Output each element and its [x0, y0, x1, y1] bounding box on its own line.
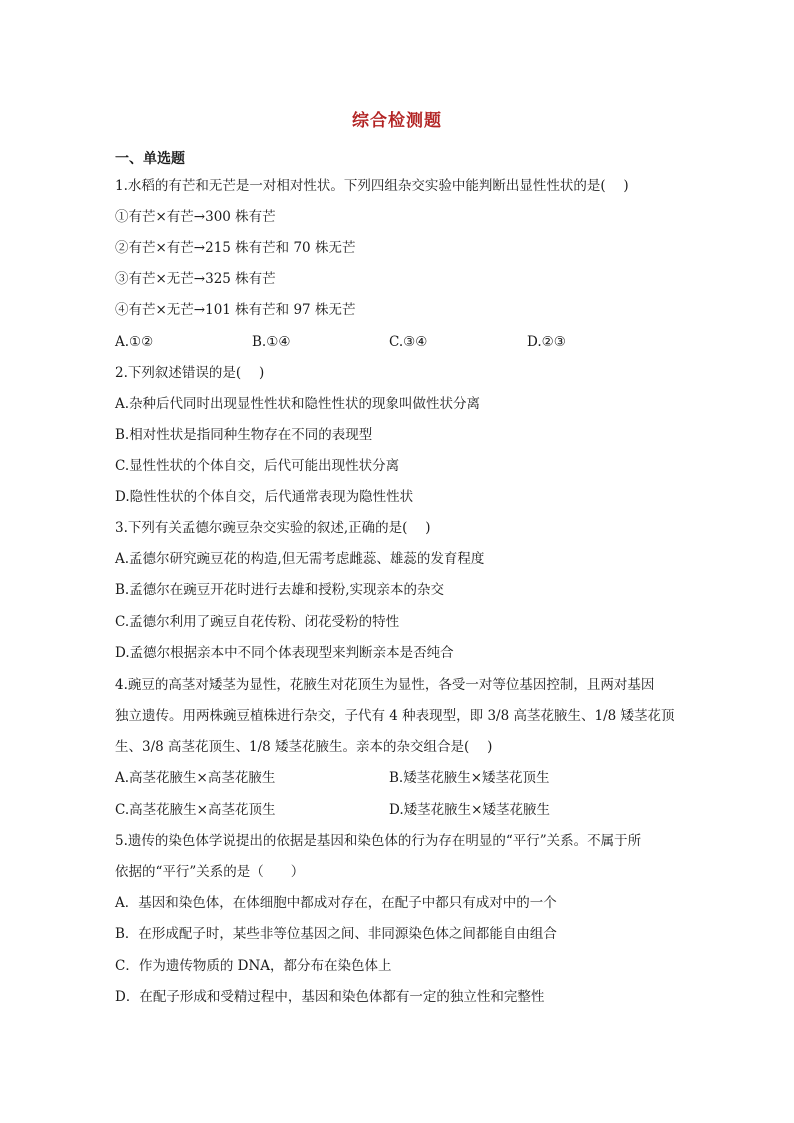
section-heading: 一、单选题 [115, 151, 185, 167]
question-4-option-d: D.矮茎花腋生×矮茎花腋生 [389, 802, 550, 818]
question-2-option-b: B.相对性状是指同种生物存在不同的表现型 [115, 427, 373, 443]
question-5-stem-line-2: 依据的“平行”关系的是（ ） [115, 864, 305, 880]
question-3-option-b: B.孟德尔在豌豆开花时进行去雄和授粉,实现亲本的杂交 [115, 582, 445, 598]
question-3-option-a: A.孟德尔研究豌豆花的构造,但无需考虑雌蕊、雄蕊的发育程度 [115, 551, 485, 567]
question-5-stem-line-1: 5.遗传的染色体学说提出的依据是基因和染色体的行为存在明显的“平行”关系。不属于所 [115, 833, 642, 849]
page-title: 综合检测题 [352, 111, 442, 131]
question-3-stem: 3.下列有关孟德尔豌豆杂交实验的叙述,正确的是( ) [115, 520, 431, 536]
question-1-item-4: ④有芒×无芒→101 株有芒和 97 株无芒 [115, 302, 356, 318]
question-1-option-d: D.②③ [527, 334, 566, 350]
question-4-option-a: A.高茎花腋生×高茎花腋生 [115, 770, 276, 786]
question-1-item-2: ②有芒×有芒→215 株有芒和 70 株无芒 [115, 240, 356, 256]
question-2-option-a: A.杂种后代同时出现显性性状和隐性性状的现象叫做性状分离 [115, 396, 481, 412]
question-1-option-c: C.③④ [389, 334, 428, 350]
question-1-item-1: ①有芒×有芒→300 株有芒 [115, 209, 276, 225]
question-4-option-b: B.矮茎花腋生×矮茎花顶生 [389, 770, 550, 786]
question-5-option-a: A．基因和染色体，在体细胞中都成对存在，在配子中都只有成对中的一个 [115, 895, 557, 911]
question-3-option-c: C.孟德尔利用了豌豆自花传粉、闭花受粉的特性 [115, 614, 400, 630]
question-1-option-a: A.①② [115, 334, 154, 350]
question-2-stem: 2.下列叙述错误的是( ) [115, 365, 265, 381]
question-4-stem-line-2: 独立遗传。用两株豌豆植株进行杂交，子代有 4 种表现型，即 3/8 高茎花腋生、1/8 矮茎花顶 [115, 708, 675, 724]
question-2-option-d: D.隐性性状的个体自交，后代通常表现为隐性性状 [115, 489, 414, 505]
question-4-option-c: C.高茎花腋生×高茎花顶生 [115, 802, 276, 818]
question-1-stem: 1.水稻的有芒和无芒是一对相对性状。下列四组杂交实验中能判断出显性性状的是( ) [115, 178, 629, 194]
question-4-stem-line-1: 4.豌豆的高茎对矮茎为显性，花腋生对花顶生为显性，各受一对等位基因控制，且两对基因 [115, 677, 655, 693]
question-1-option-b: B.①④ [252, 334, 291, 350]
question-2-option-c: C.显性性状的个体自交，后代可能出现性状分离 [115, 458, 400, 474]
question-5-option-b: B．在形成配子时，某些非等位基因之间、非同源染色体之间都能自由组合 [115, 926, 557, 942]
question-1-item-3: ③有芒×无芒→325 株有芒 [115, 271, 276, 287]
question-5-option-d: D．在配子形成和受精过程中，基因和染色体都有一定的独立性和完整性 [115, 989, 545, 1005]
question-5-option-c: C．作为遗传物质的 DNA，都分布在染色体上 [115, 958, 392, 974]
question-4-stem-line-3: 生、3/8 高茎花顶生、1/8 矮茎花腋生。亲本的杂交组合是( ) [115, 739, 493, 755]
question-3-option-d: D.孟德尔根据亲本中不同个体表现型来判断亲本是否纯合 [115, 645, 454, 661]
